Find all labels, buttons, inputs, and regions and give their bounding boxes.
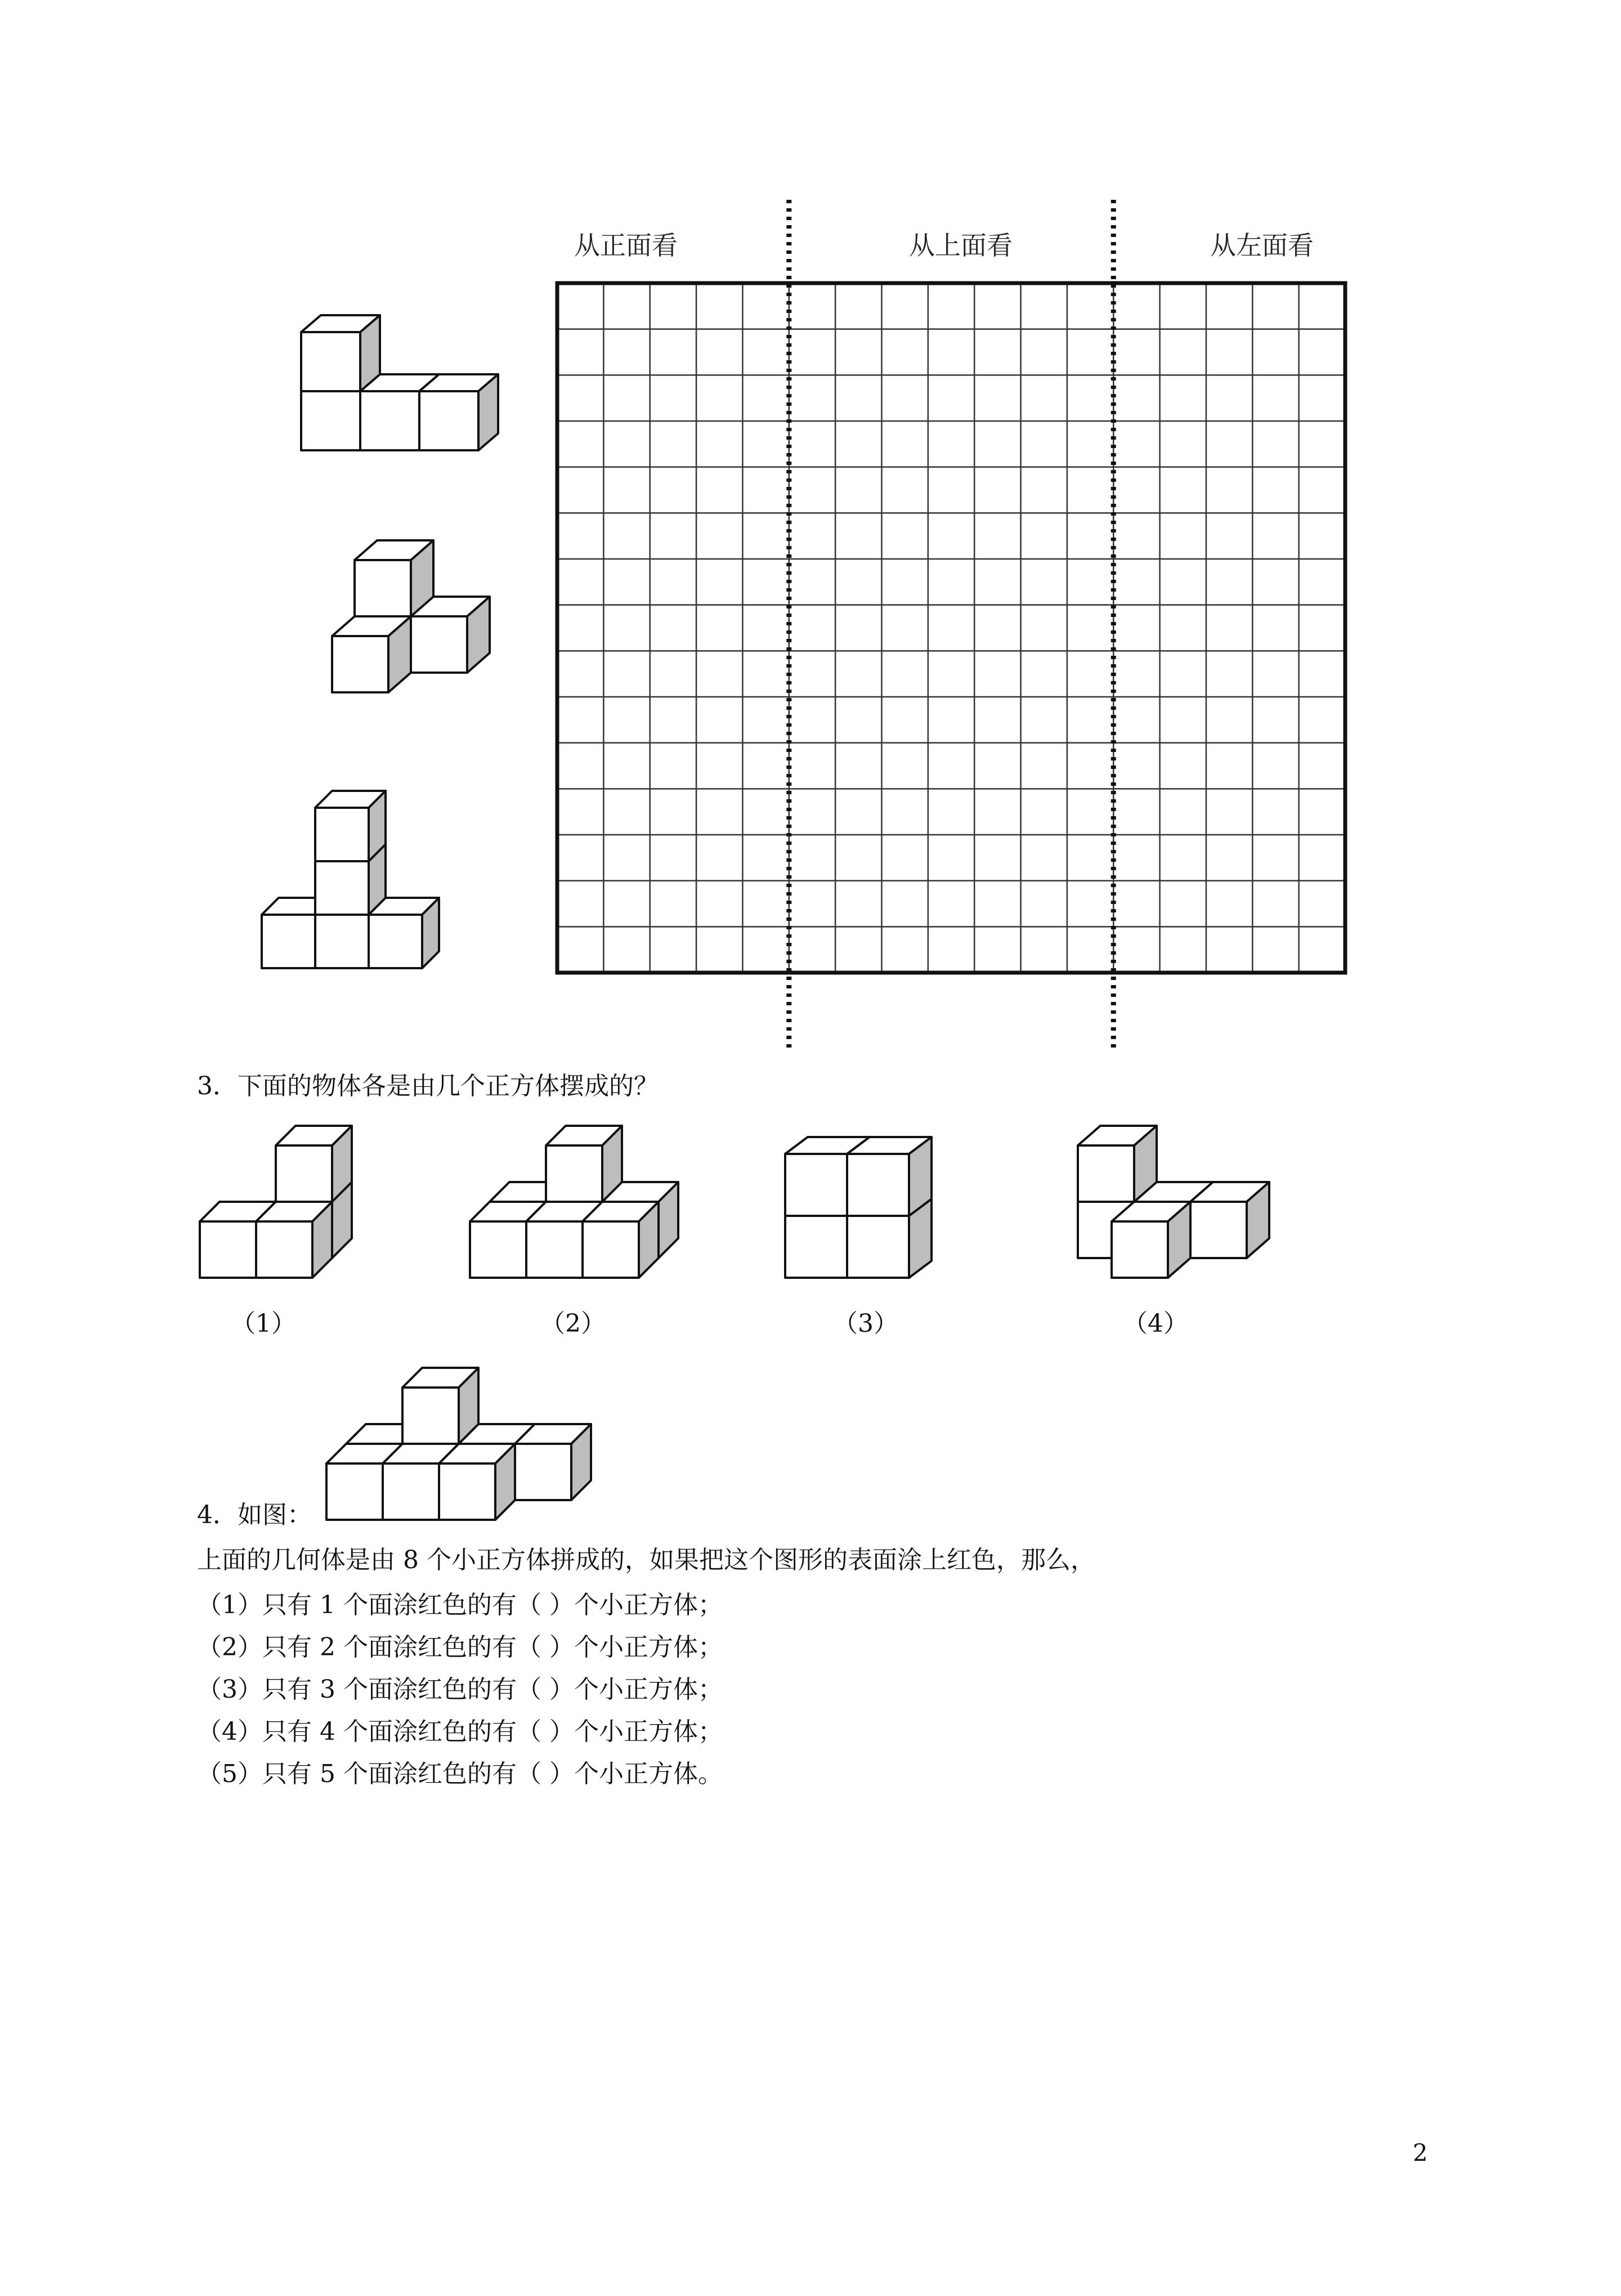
cube [419,374,498,450]
cube [402,1368,478,1444]
header-front-view: 从正面看 [574,230,678,261]
cube-figure-c [259,785,450,979]
cube [315,791,386,861]
q3-title: 3．下面的物体各是由几个正方体摆成的？ [197,1072,659,1100]
drawing-grid[interactable] [552,200,1362,1055]
cube [583,1202,659,1278]
cube [847,1137,932,1216]
q3-figure-2 [467,1126,692,1289]
cube [369,898,439,968]
cube [1190,1182,1269,1258]
cube-figure-b [298,549,445,706]
q4-figure [324,1368,549,1531]
grid-lines [557,283,1345,973]
q3-label-4: （4） [1123,1309,1188,1338]
header-top-view: 从上面看 [909,230,1013,261]
q3-label-2: （2） [540,1309,606,1338]
q4-intro: 上面的几何体是由 8 个小正方体拼成的，如果把这个图形的表面涂上红色，那么， [197,1546,1095,1574]
cube [1078,1126,1157,1202]
cube-figure-a [298,310,523,467]
cube [515,1424,591,1500]
q4-item-2: （2）只有 2 个面涂红色的有（ ）个小正方体； [197,1633,723,1662]
cube [256,1202,332,1278]
cube [276,1126,352,1202]
cube [546,1126,622,1202]
cube [1112,1202,1190,1278]
cube [439,1444,515,1520]
cube [411,597,490,673]
q3-figure-3 [782,1126,946,1289]
cube [301,315,380,391]
q4-item-5: （5）只有 5 个面涂红色的有（ ）个小正方体。 [197,1760,723,1788]
grid-border [557,283,1345,973]
q4-item-3: （3）只有 3 个面涂红色的有（ ）个小正方体； [197,1675,723,1704]
q3-label-1: （1） [231,1309,296,1338]
cube [332,616,411,692]
page-number: 2 [1413,2139,1428,2167]
q4-item-1: （1）只有 1 个面涂红色的有（ ）个小正方体； [197,1591,723,1619]
q4-item-4: （4）只有 4 个面涂红色的有（ ）个小正方体； [197,1717,723,1746]
q4-title: 4．如图： [197,1501,312,1529]
q3-figure-4 [1053,1126,1255,1289]
q3-label-3: （3） [833,1309,898,1338]
header-left-view: 从左面看 [1210,230,1314,261]
cube [355,540,433,616]
q3-figure-1 [197,1126,366,1289]
